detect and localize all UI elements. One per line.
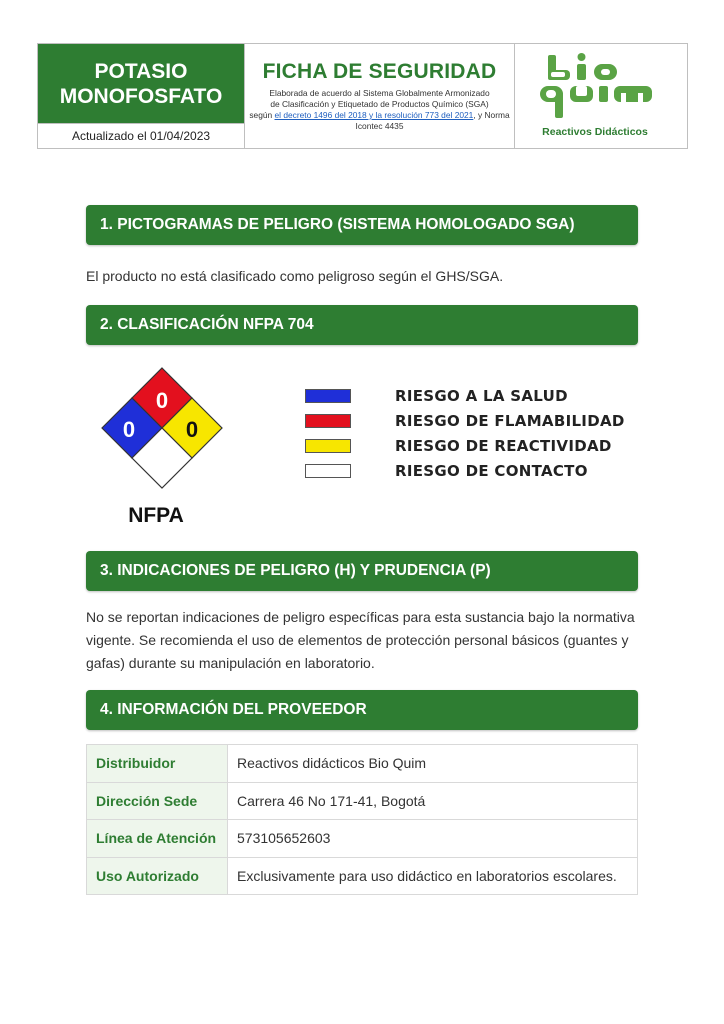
bioquim-logo-icon	[515, 44, 687, 148]
legend-label-contact: RIESGO DE CONTACTO	[395, 461, 588, 480]
sheet-description	[245, 88, 514, 132]
provider-key-usage: Uso Autorizado	[87, 857, 228, 895]
desc-line2: de Clasificación y Etiquetado de Productos Químico (SGA)	[270, 99, 489, 109]
section-1-header: 1. PICTOGRAMAS DE PELIGRO (SISTEMA HOMOLOGADO SGA)	[86, 205, 638, 245]
legend-swatch-yellow	[305, 439, 351, 453]
legend-label-health: RIESGO A LA SALUD	[395, 386, 568, 405]
sheet-title-block	[245, 44, 515, 148]
table-row	[87, 782, 638, 820]
provider-value-usage: Exclusivamente para uso didáctico en laboratorios escolares.	[228, 857, 638, 895]
nfpa-reactivity-value: 0	[185, 417, 199, 442]
product-name-line1: POTASIO	[94, 59, 188, 83]
desc-line1: Elaborada de acuerdo al Sistema Globalmente Armonizado	[269, 88, 490, 98]
provider-key-address: Dirección Sede	[87, 782, 228, 820]
legend-swatch-blue	[305, 389, 351, 403]
desc-pre: según	[249, 110, 275, 120]
legend-item-health	[305, 383, 625, 408]
nfpa-legend	[305, 383, 625, 483]
nfpa-health-value: 0	[122, 417, 136, 442]
section-3-text: No se reportan indicaciones de peligro específicas para esta sustancia bajo la normativa vigente. Se recomienda el uso de elementos de protección personal básicos (guantes y gafas) durante su manipulación en laboratorio.	[86, 609, 635, 671]
legend-label-flammability: RIESGO DE FLAMABILIDAD	[395, 411, 625, 430]
section-1-text: El producto no está clasificado como peligroso según el GHS/SGA.	[86, 268, 504, 284]
legend-item-reactivity	[305, 433, 625, 458]
provider-table	[86, 744, 638, 895]
legend-swatch-red	[305, 414, 351, 428]
sheet-title: FICHA DE SEGURIDAD	[262, 60, 497, 83]
nfpa-diamond-icon	[96, 366, 228, 536]
product-name	[38, 44, 244, 123]
legend-item-flammability	[305, 408, 625, 433]
legend-label-reactivity: RIESGO DE REACTIVIDAD	[395, 436, 612, 455]
product-block	[38, 44, 245, 148]
nfpa-flammability-value: 0	[155, 388, 169, 413]
logo-tagline: Reactivos Didácticos	[542, 126, 648, 138]
table-row	[87, 857, 638, 895]
document-header	[37, 43, 688, 149]
legend-item-contact	[305, 458, 625, 483]
section-3-header: 3. INDICACIONES DE PELIGRO (H) Y PRUDENCIA (P)	[86, 551, 638, 591]
provider-value-distributor: Reactivos didácticos Bio Quim	[228, 745, 638, 783]
nfpa-diamond	[96, 366, 228, 536]
decree-link[interactable]: el decreto 1496 del 2018 y la resolución 773 del 2021	[274, 110, 474, 120]
product-name-line2: MONOFOSFATO	[59, 84, 223, 108]
section-4-header: 4. INFORMACIÓN DEL PROVEEDOR	[86, 690, 638, 730]
legend-swatch-white	[305, 464, 351, 478]
nfpa-label: NFPA	[128, 504, 184, 527]
table-row	[87, 745, 638, 783]
desc-post: , y Norma Icontec 4435	[355, 110, 510, 131]
table-row	[87, 820, 638, 858]
updated-date: Actualizado el 01/04/2023	[38, 123, 244, 148]
provider-key-distributor: Distribuidor	[87, 745, 228, 783]
provider-value-phone: 573105652603	[228, 820, 638, 858]
provider-key-phone: Línea de Atención	[87, 820, 228, 858]
bioquim-logo	[515, 44, 687, 148]
section-2-header: 2. CLASIFICACIÓN NFPA 704	[86, 305, 638, 345]
provider-value-address: Carrera 46 No 171-41, Bogotá	[228, 782, 638, 820]
